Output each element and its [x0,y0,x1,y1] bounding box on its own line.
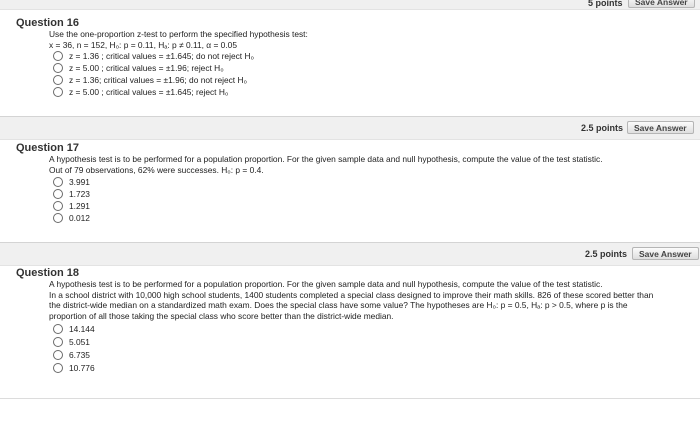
answer-option-label: 6.735 [69,350,90,360]
answer-option-label: 1.723 [69,189,90,199]
answer-option-label: z = 1.36 ; critical values = ±1.645; do not reject H₀ [69,51,254,61]
answer-option[interactable] [53,363,95,373]
question-text-line: the district-wide median on a standardized math exam. Does the special class have some value? The hypotheses are H₀: p = 0.5, Hₐ: p > 0.5, where p is the [49,300,628,311]
question-header [0,116,700,140]
question-text-line: x = 36, n = 152, H₀: p = 0.11, Hₐ: p ≠ 0.11, α = 0.05 [49,39,237,50]
answer-option[interactable] [53,177,90,187]
radio-button[interactable] [53,87,63,97]
radio-button[interactable] [53,350,63,360]
radio-button[interactable] [53,51,63,61]
question-text [49,29,308,50]
answer-option-label: z = 5.00 ; critical values = ±1.645; reject H₀ [69,87,229,97]
radio-button[interactable] [53,337,63,347]
question-text-line: Out of 79 observations, 62% were successes. H₀: p = 0.4. [49,164,264,175]
answer-option-label: 3.991 [69,177,90,187]
question-text-line: In a school district with 10,000 high school students, 1400 students completed a special class designed to improve their math skills. 826 of these scored better than [49,289,654,300]
answer-option[interactable] [53,350,90,360]
divider [0,398,700,399]
question-title: Question 18 [16,267,79,279]
radio-button[interactable] [53,189,63,199]
radio-button[interactable] [53,201,63,211]
save-answer-button[interactable]: Save Answer [628,0,695,8]
question-text-line: A hypothesis test is to be performed for a population proportion. For the given sample data and null hypothesis, compute the value of the test statistic. [49,279,603,289]
answer-option-label: 0.012 [69,213,90,223]
points-label: 2.5 points [581,123,624,133]
radio-button[interactable] [53,75,63,85]
answer-option-label: 1.291 [69,201,90,211]
answer-option[interactable] [53,324,95,334]
answer-option[interactable] [53,201,90,211]
question-text-line: Use the one-proportion z-test to perform the specified hypothesis test: [49,29,308,39]
question-text [49,279,689,321]
answer-option[interactable] [53,213,90,223]
answer-option-label: 10.776 [69,363,95,373]
question-text-line: A hypothesis test is to be performed for a population proportion. For the given sample data and null hypothesis, compute the value of the test statistic. [49,154,603,164]
answer-option[interactable] [53,63,224,73]
answer-option-label: z = 1.36; critical values = ±1.96; do not reject H₀ [69,75,247,85]
answer-option-label: 5.051 [69,337,90,347]
points-label: 5 points [588,0,623,8]
question-text-line: proportion of all those taking the special class who score better than the district-wide median. [49,310,394,321]
answer-option[interactable] [53,75,247,85]
answer-option[interactable] [53,87,228,97]
question-text [49,154,603,175]
save-answer-button[interactable]: Save Answer [627,121,694,134]
radio-button[interactable] [53,324,63,334]
question-title: Question 16 [16,17,79,29]
radio-button[interactable] [53,63,63,73]
question-title: Question 17 [16,142,79,154]
save-answer-button[interactable]: Save Answer [632,247,699,260]
top-question-header [0,0,700,10]
radio-button[interactable] [53,213,63,223]
answer-option-label: 14.144 [69,324,95,334]
answer-option-label: z = 5.00 ; critical values = ±1.96; reject H₀ [69,63,224,73]
radio-button[interactable] [53,177,63,187]
points-label: 2.5 points [585,249,628,259]
answer-option[interactable] [53,189,90,199]
answer-option[interactable] [53,51,254,61]
radio-button[interactable] [53,363,63,373]
question-header [0,242,700,266]
answer-option[interactable] [53,337,90,347]
